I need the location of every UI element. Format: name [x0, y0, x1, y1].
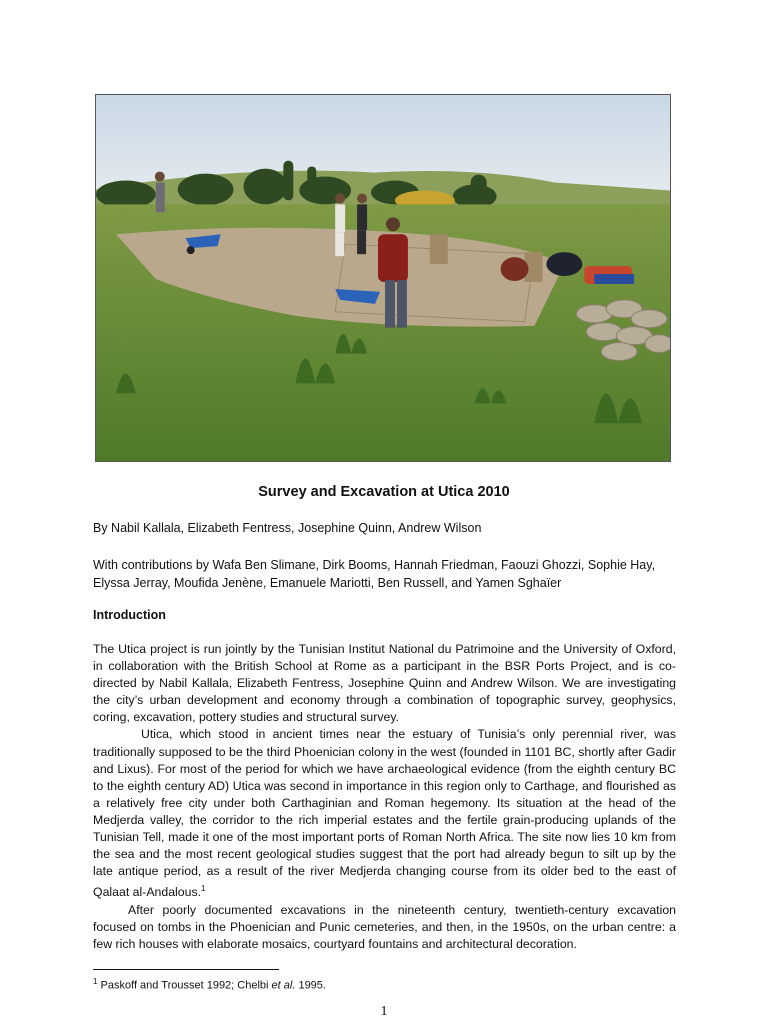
footnote-number: 1 — [93, 977, 98, 986]
author-byline: By Nabil Kallala, Elizabeth Fentress, Josephine Quinn, Andrew Wilson — [93, 521, 482, 535]
contributors-line: With contributions by Wafa Ben Slimane, Dirk Booms, Hannah Friedman, Faouzi Ghozzi, Sophie Hay, Elyssa Jerray, Moufida Jenène, Emanuele Mariotti, Ben Russell, and Yamen Sghaïer — [93, 558, 656, 590]
paragraph-1: The Utica project is run jointly by the Tunisian Institut National du Patrimoine and the University of Oxford, in collaboration with the British School at Rome as a participant in the BSR Ports Project, and is co-directed by Nabil Kallala, Elizabeth Fentress, Josephine Quinn and Andrew Wilson. We are investigating the city’s urban development and economy through a combination of topographic survey, geophysics, coring, excavation, pottery studies and structural survey. — [93, 642, 676, 725]
footnote-divider — [93, 969, 279, 970]
paragraph-2-text: Utica, which stood in ancient times near the estuary of Tunisia’s only perennial river, was traditionally supposed to be the third Phoenician colony in the west (founded in 1101 BC, shortly after Gadir and Lixus). For most of the period for which we have archaeological evidence (from the eighth century BC to the eighth century AD) Utica was second in importance in this region only to Carthage, and flourished as a relatively free city under both Carthaginian and Roman hegemony. Its situation at the head of the Medjerda valley, the corridor to the rich imperial estates and the fertile grain-producing uplands of the Tunisian Tell, made it one of the most important ports of Roman North Africa. The site now lies 10 km from the sea and the most recent geological studies suggest that the port had already begun to silt up by the late antique period, as a result of the river Medjerda changing course from its older bed to the east of Qalaat al-Andalous. — [93, 727, 676, 900]
page-number: 1 — [380, 1004, 388, 1019]
paragraph-2 — [93, 726, 676, 901]
footnote-text-before: Paskoff and Trousset 1992; Chelbi — [100, 979, 272, 992]
footnote-italic: et al. — [271, 979, 296, 992]
body-text — [93, 641, 676, 953]
paragraph-3: After poorly documented excavations in the nineteenth century, twentieth-century excavation focused on tombs in the Phoenician and Punic cemeteries, and then, in the 1950s, on the urban centre: a few rich houses with elaborate mosaics, courtyard fountains and architectural decoration. — [93, 902, 676, 951]
footnote-text-after: 1995. — [295, 979, 326, 992]
excavation-photo-illustration — [96, 95, 670, 461]
excavation-photo — [95, 94, 671, 462]
footnote-reference: 1 — [201, 884, 206, 894]
footnote — [93, 977, 326, 992]
article-title: Survey and Excavation at Utica 2010 — [258, 484, 510, 500]
section-heading: Introduction — [93, 608, 166, 622]
